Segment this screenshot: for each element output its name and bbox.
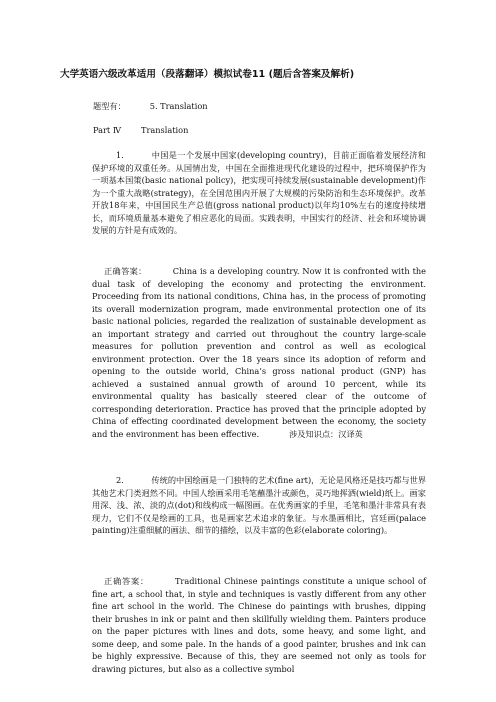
- question-text: 中国是一个发展中国家(developing country)，目前正面临着发展经济和保护环境的双重任务。从国情出发，中国在全面推进现代化建设的过程中，把环境保护作为一项基本国策(basic national policy)，把实现可持续发展(sustainable development)作为一个重大战略(strategy)，在全国范围内开展了大规模的污染防治和生态环境保护。改革开放18年来，中国国民生产总值(gross national product)以年均10%左右的速度持续增长，而环境质量基本避免了相应恶化的局面。实践表明，中国实行的经济、社会和环境协调发展的方针是有成效的。: [92, 150, 426, 235]
- document-title: 大学英语六级改革适用（段落翻译）模拟试卷11 (题后含答案及解析): [60, 69, 355, 80]
- answer-2: [92, 575, 426, 675]
- knowledge-point-label: 涉及知识点：: [289, 428, 339, 439]
- question-text: 传统的中国绘画是一门独特的艺术(fine art)，无论是风格还是技巧都与世界其他艺术门类迥然不同。中国人绘画采用毛笔蘸墨汁或颜色，灵巧地挥洒(wield)纸上。画家用深、浅、浓、淡的点(dot)和线构成一幅图画。在优秀画家的手里，毛笔和墨汁非常具有表现力，它们不仅是绘画的工具，也是画家艺术追求的象征。与水墨画相比，宫廷画(palace painting)注重细腻的画法、细节的描绘，以及丰富的色彩(elaborate coloring)。: [92, 475, 426, 535]
- answer-text: China is a developing country. Now it is confronted with the dual task of developing the economy and protecting the environment. Proceeding from its national conditions, China has, in the process of promoting its overall modernization program, made environmental protection one of its basic national policies, regarded the realization of sustainable development as an important strategy and carried out throughout the country large-scale measures for pollution prevention and control as well as ecological environment protection. Over the 18 years since its adoption of reform and opening to the outside world, China’s gross national product (GNP) has achieved a sustained annual growth of around 10 percent, while its environmental quality has basically steered clear of the outcome of corresponding deterioration. Practice has proved that the principle adopted by China of effecting coordinated development between the economy, the society and the environment has been effective.: [92, 266, 426, 439]
- question-1: [92, 149, 426, 237]
- knowledge-point-value: 汉译英: [338, 428, 363, 439]
- question-2: [92, 474, 426, 537]
- answer-text: Traditional Chinese paintings constitute a unique school of fine art, a school that, in style and techniques is vastly different from any other fine art school in the world. The Chinese do paintings with brushes, dipping their brushes in ink or paint and then skillfully wielding them. Painters produce on the paper pictures with lines and dots, some heavy, and some light, and some deep, and some pale. In the hands of a good painter, brushes and ink can be highly expressive. Because of this, they are seemed not only as tools for drawing pictures, but also as a collective symbol: [92, 576, 426, 674]
- question-number: 1．: [116, 150, 130, 160]
- question-type-label: 题型有：: [93, 101, 126, 111]
- answer-label: 正确答案：: [104, 576, 149, 586]
- question-type-line: [93, 101, 208, 112]
- answer-label: 正确答案：: [104, 266, 147, 276]
- part-line: [93, 125, 188, 136]
- part-label: Part Ⅳ: [93, 125, 122, 135]
- question-type-value: 5. Translation: [149, 101, 208, 111]
- part-value: Translation: [141, 125, 189, 135]
- answer-1: [92, 265, 426, 440]
- question-number: 2．: [116, 475, 130, 485]
